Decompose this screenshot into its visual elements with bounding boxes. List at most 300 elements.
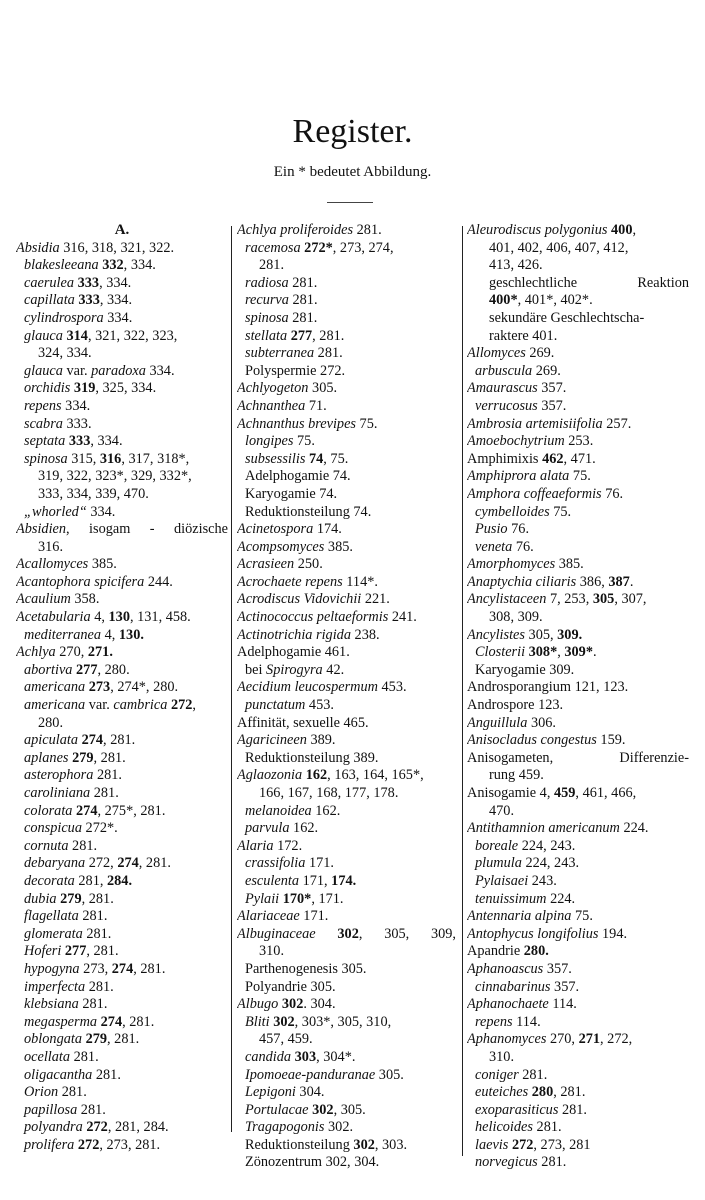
index-entry bbox=[237, 574, 456, 592]
index-entry bbox=[467, 1102, 689, 1120]
taxon-name: Anaptychia ciliaris bbox=[467, 573, 577, 590]
entry-text: , 303*, 305, 310, bbox=[294, 1013, 392, 1030]
entry-text: 319, 322, 323*, 329, 332*, bbox=[38, 468, 192, 485]
taxon-name: glauca bbox=[24, 327, 63, 344]
taxon-name: Ambrosia artemisiifolia bbox=[467, 415, 603, 432]
entry-text: 281. bbox=[518, 1066, 548, 1083]
entry-text: 257. bbox=[602, 415, 632, 432]
taxon-name: Achnanthea bbox=[237, 397, 306, 414]
index-entry bbox=[16, 504, 228, 522]
index-entry bbox=[237, 521, 456, 539]
index-column-2 bbox=[237, 222, 456, 1172]
taxon-name: caerulea bbox=[24, 274, 75, 291]
page-ref-bold: 273 bbox=[88, 679, 111, 696]
index-entry bbox=[16, 662, 228, 680]
entry-text: 281. bbox=[558, 1101, 587, 1118]
entry-text: 389. bbox=[306, 732, 336, 749]
entry-text: Affinität, sexuelle 465. bbox=[237, 714, 369, 731]
entry-text: 281. bbox=[314, 345, 343, 362]
page-ref-bold: 274 bbox=[111, 960, 134, 977]
index-entry bbox=[16, 1102, 228, 1120]
index-entry bbox=[16, 979, 228, 997]
entry-text: 334. bbox=[61, 397, 91, 414]
index-entry bbox=[467, 504, 689, 522]
entry-text: 334. bbox=[145, 362, 175, 379]
entry-text: Androsporangium 121, 123. bbox=[467, 679, 629, 696]
index-entry bbox=[467, 679, 689, 697]
index-entry bbox=[16, 1067, 228, 1085]
index-entry bbox=[16, 803, 228, 821]
entry-text: , 334. bbox=[99, 292, 133, 309]
taxon-name: veneta bbox=[475, 538, 513, 555]
entry-text: 76. bbox=[512, 538, 534, 555]
page-ref-bold: 459 bbox=[553, 785, 576, 801]
entry-text: 305, bbox=[524, 626, 558, 643]
entry-text: 357. bbox=[537, 397, 567, 414]
taxon-name: Acrodiscus Vidovichii bbox=[237, 591, 362, 608]
entry-text: , 334. bbox=[99, 274, 132, 291]
entry-text: 281. bbox=[288, 309, 318, 326]
entry-text: 166, 167, 168, 177, 178. bbox=[259, 785, 399, 801]
entry-text: 4, bbox=[90, 609, 109, 626]
entry-text: 304. bbox=[295, 1084, 325, 1101]
index-entry bbox=[237, 1049, 456, 1067]
entry-text: 281. bbox=[68, 837, 98, 854]
taxon-name: Albugo bbox=[237, 996, 279, 1013]
index-entry bbox=[467, 855, 689, 873]
entry-text: 75. bbox=[549, 503, 572, 520]
index-entry bbox=[16, 539, 228, 557]
page-ref-bold: 302 bbox=[281, 996, 304, 1013]
taxon-name: radiosa bbox=[245, 274, 289, 291]
taxon-name: klebsiana bbox=[24, 996, 79, 1013]
entry-text: 75. bbox=[355, 415, 378, 432]
index-entry bbox=[237, 803, 456, 821]
entry-text bbox=[316, 926, 338, 942]
page-ref-bold: 272 bbox=[511, 1136, 534, 1153]
index-entry bbox=[237, 398, 456, 416]
taxon-name: Closterii bbox=[475, 644, 526, 661]
index-entry bbox=[237, 926, 456, 944]
taxon-name: hypogyna bbox=[24, 960, 80, 977]
index-entry bbox=[467, 961, 689, 979]
entry-text: 281. bbox=[90, 785, 119, 801]
index-entry bbox=[16, 609, 228, 627]
entry-text: 302. bbox=[324, 1119, 354, 1136]
index-entry bbox=[467, 1049, 689, 1067]
taxon-name: Amphora coffeaeformis bbox=[467, 485, 602, 502]
entry-text: , 281. bbox=[122, 1013, 155, 1030]
index-entry bbox=[467, 433, 689, 451]
index-entry bbox=[237, 222, 456, 240]
entry-text: , isogam - diözische bbox=[66, 521, 228, 538]
entry-text: 243. bbox=[528, 872, 557, 889]
index-entry bbox=[467, 803, 689, 821]
entry-text: 238. bbox=[350, 626, 380, 643]
section-letter bbox=[16, 222, 228, 240]
index-entry bbox=[237, 1014, 456, 1032]
taxon-name: Ipomoeae-panduranae bbox=[245, 1066, 376, 1083]
taxon-name: Acrochaete repens bbox=[237, 573, 343, 590]
entry-text: 270, bbox=[546, 1031, 579, 1048]
taxon-name: Pylaii bbox=[245, 890, 280, 907]
entry-text: 305. bbox=[375, 1066, 404, 1083]
entry-text: geschlechtliche Reaktion bbox=[489, 274, 689, 291]
entry-text: , 281. bbox=[553, 1084, 586, 1101]
entry-text: 114. bbox=[512, 1013, 541, 1030]
taxon-name: dubia bbox=[24, 890, 57, 907]
index-entry bbox=[16, 943, 228, 961]
index-entry bbox=[237, 873, 456, 891]
index-entry bbox=[16, 521, 228, 539]
entry-text: 75. bbox=[571, 908, 593, 925]
taxon-name: Acompsomyces bbox=[237, 538, 325, 555]
entry-text: 333, 334, 339, 470. bbox=[38, 485, 149, 502]
entry-text: , 273, 281. bbox=[99, 1136, 161, 1153]
index-entry bbox=[467, 1031, 689, 1049]
entry-text: 470. bbox=[489, 802, 515, 819]
index-entry bbox=[467, 1154, 689, 1172]
taxon-name: euteiches bbox=[475, 1084, 529, 1101]
entry-text: 270, bbox=[55, 644, 88, 661]
index-entry bbox=[237, 504, 456, 522]
index-entry bbox=[237, 486, 456, 504]
index-entry bbox=[237, 1084, 456, 1102]
index-entry bbox=[467, 539, 689, 557]
taxon-name: Bliti bbox=[245, 1013, 270, 1030]
entry-text: 162. bbox=[311, 802, 341, 819]
index-entry bbox=[467, 979, 689, 997]
entry-text: 358. bbox=[70, 591, 100, 608]
entry-text: 281. bbox=[288, 292, 318, 309]
entry-text: , 304*. bbox=[316, 1048, 356, 1065]
taxon-name: Achlya bbox=[16, 644, 56, 661]
index-entry bbox=[237, 1102, 456, 1120]
page-ref-bold: 74 bbox=[308, 450, 324, 467]
index-entry bbox=[16, 240, 228, 258]
entry-text: 281. bbox=[93, 767, 122, 784]
index-entry bbox=[237, 732, 456, 750]
entry-text: , 281, 284. bbox=[107, 1119, 169, 1136]
taxon-name: Absidia bbox=[16, 239, 60, 256]
taxon-name: apiculata bbox=[24, 732, 79, 749]
taxon-name: parvula bbox=[245, 820, 290, 837]
index-entry bbox=[467, 328, 689, 346]
index-entry bbox=[467, 873, 689, 891]
page-ref-bold: 302 bbox=[337, 925, 359, 942]
column-divider-1 bbox=[231, 226, 232, 1132]
taxon-name: septata bbox=[24, 433, 66, 450]
taxon-name: punctatum bbox=[245, 697, 306, 714]
entry-text: 281. bbox=[353, 222, 382, 238]
index-entry bbox=[467, 627, 689, 645]
index-entry bbox=[237, 1154, 456, 1172]
page-ref-bold: 272 bbox=[86, 1119, 108, 1136]
taxon-name: caroliniana bbox=[24, 785, 91, 801]
entry-text: Karyogamie 74. bbox=[245, 485, 338, 502]
entry-text: 7, 253, bbox=[546, 591, 593, 608]
entry-text: 357. bbox=[543, 960, 572, 977]
index-entry bbox=[237, 363, 456, 381]
index-entry bbox=[467, 556, 689, 574]
page-ref-bold: 305 bbox=[592, 591, 615, 608]
entry-text: Zönozentrum 302, 304. bbox=[245, 1154, 380, 1171]
column-divider-2 bbox=[462, 226, 463, 1156]
taxon-name: verrucosus bbox=[475, 397, 538, 414]
taxon-name: Antophycus longifolius bbox=[467, 925, 599, 942]
entry-text: Apandrie bbox=[467, 943, 524, 960]
taxon-name: spinosa bbox=[245, 309, 289, 326]
entry-text: , 281. bbox=[93, 749, 126, 766]
entry-text: 171. bbox=[299, 908, 329, 925]
taxon-name: cylindrospora bbox=[24, 309, 104, 326]
taxon-name: conspicua bbox=[24, 820, 82, 837]
index-entry bbox=[467, 609, 689, 627]
entry-text: , 273, 274, bbox=[332, 239, 394, 256]
entry-text: . 304. bbox=[303, 996, 336, 1013]
index-entry bbox=[16, 750, 228, 768]
index-entry bbox=[237, 855, 456, 873]
entry-text: 162. bbox=[289, 820, 319, 837]
entry-text: 281. bbox=[537, 1154, 567, 1171]
entry-text: , 281. bbox=[133, 960, 166, 977]
page-ref-bold: 274 bbox=[117, 855, 139, 872]
entry-text: 310. bbox=[489, 1048, 515, 1065]
entry-text: bei bbox=[245, 661, 267, 678]
entry-text: var. bbox=[85, 697, 114, 714]
index-entry bbox=[237, 750, 456, 768]
entry-text: 244. bbox=[144, 573, 173, 590]
index-entry bbox=[237, 785, 456, 803]
entry-text: 171. bbox=[305, 855, 334, 872]
index-entry bbox=[16, 486, 228, 504]
index-entry bbox=[16, 574, 228, 592]
taxon-name: Hoferi bbox=[24, 943, 62, 960]
entry-text: , 317, 318*, bbox=[121, 450, 190, 467]
entry-text: 385. bbox=[555, 556, 584, 573]
index-entry bbox=[237, 292, 456, 310]
index-entry bbox=[16, 433, 228, 451]
entry-text: 269. bbox=[525, 345, 555, 362]
index-entry bbox=[467, 926, 689, 944]
index-entry bbox=[237, 1031, 456, 1049]
taxon-name: americana bbox=[24, 697, 86, 714]
taxon-name: arbuscula bbox=[475, 362, 533, 379]
entry-text: 316. bbox=[38, 538, 64, 555]
taxon-name: longipes bbox=[245, 433, 294, 450]
entry-text: Adelphogamie 461. bbox=[237, 644, 350, 661]
index-entry bbox=[16, 1119, 228, 1137]
taxon-name: Anguillula bbox=[467, 714, 528, 731]
taxon-name: Antithamnion americanum bbox=[467, 820, 620, 837]
page-ref-bold: 309. bbox=[557, 626, 583, 643]
page-ref-bold: 333 bbox=[77, 274, 100, 291]
index-entry bbox=[16, 275, 228, 293]
index-entry bbox=[467, 996, 689, 1014]
taxon-name: subterranea bbox=[245, 345, 315, 362]
page-title: Register. bbox=[292, 113, 413, 150]
entry-text: , bbox=[192, 697, 196, 714]
index-entry bbox=[16, 767, 228, 785]
page-ref-bold: 271 bbox=[578, 1031, 601, 1048]
entry-text: 253. bbox=[564, 433, 594, 450]
taxon-name: cornuta bbox=[24, 837, 69, 854]
taxon-name: candida bbox=[245, 1048, 292, 1065]
entry-text: 75. bbox=[569, 468, 591, 485]
index-entry bbox=[237, 891, 456, 909]
taxon-name: Pusio bbox=[475, 521, 508, 538]
taxon-name: oblongata bbox=[24, 1031, 82, 1048]
entry-text: Polyandrie 305. bbox=[245, 978, 336, 995]
page-ref-bold: 162 bbox=[305, 767, 328, 784]
index-entry bbox=[467, 521, 689, 539]
taxon-name: capillata bbox=[24, 292, 75, 309]
taxon-name: Anisocladus congestus bbox=[467, 732, 597, 749]
entry-text: , 307, bbox=[614, 591, 647, 608]
page-ref-bold: 284. bbox=[107, 872, 133, 889]
page-ref-bold: 130 bbox=[108, 609, 130, 626]
index-entry bbox=[237, 1137, 456, 1155]
entry-text: , 401*, 402*. bbox=[517, 292, 593, 309]
taxon-name: imperfecta bbox=[24, 978, 86, 995]
taxon-name: aplanes bbox=[24, 749, 69, 766]
taxon-name: scabra bbox=[24, 415, 63, 432]
page-ref-bold: 400* bbox=[489, 292, 518, 309]
taxon-name: stellata bbox=[245, 327, 288, 344]
entry-text: 174. bbox=[313, 521, 342, 538]
entry-text: 224, 243. bbox=[521, 855, 580, 872]
entry-text: Parthenogenesis 305. bbox=[245, 960, 367, 977]
entry-text: , 321, 322, 323, bbox=[87, 327, 178, 344]
taxon-name: racemosa bbox=[245, 239, 301, 256]
index-entry bbox=[237, 257, 456, 275]
entry-text: , 272, bbox=[600, 1031, 633, 1048]
entry-text: rung 459. bbox=[489, 767, 544, 784]
index-entry bbox=[467, 222, 689, 240]
entry-text: , bbox=[632, 222, 637, 238]
index-entry bbox=[237, 627, 456, 645]
taxon-name: mediterranea bbox=[24, 626, 102, 643]
taxon-name: blakesleeana bbox=[24, 257, 99, 274]
entry-text: Amphimixis bbox=[467, 450, 543, 467]
index-entry bbox=[237, 908, 456, 926]
entry-text: 75. bbox=[293, 433, 315, 450]
taxon-name: glomerata bbox=[24, 925, 83, 942]
index-entry bbox=[467, 275, 689, 293]
entry-text: Anisogamie 4, bbox=[467, 785, 554, 801]
index-entry bbox=[237, 556, 456, 574]
entry-text: 453. bbox=[377, 679, 407, 696]
entry-text: 250. bbox=[294, 556, 323, 573]
index-entry bbox=[467, 398, 689, 416]
page-ref-bold: 280 bbox=[531, 1084, 554, 1101]
index-entry bbox=[16, 785, 228, 803]
entry-text: 241. bbox=[388, 609, 417, 626]
entry-text: 224, 243. bbox=[518, 837, 576, 854]
taxon-name: norvegicus bbox=[475, 1154, 538, 1171]
taxon-name: tenuissimum bbox=[475, 890, 547, 907]
taxon-name: flagellata bbox=[24, 908, 79, 925]
taxon-name: Antennaria alpina bbox=[467, 908, 572, 925]
entry-text: , 163, 164, 165*, bbox=[327, 767, 424, 784]
taxon-name: Portulacae bbox=[245, 1101, 309, 1118]
taxon-name: Aphanomyces bbox=[467, 1031, 547, 1048]
index-entry bbox=[16, 556, 228, 574]
taxon-name: decorata bbox=[24, 872, 75, 889]
page-ref-bold: 280. bbox=[523, 943, 549, 960]
entry-text: 273, bbox=[79, 960, 112, 977]
entry-text: , 303. bbox=[374, 1136, 408, 1153]
index-entry bbox=[16, 1137, 228, 1155]
taxon-name: Acaulium bbox=[16, 591, 71, 608]
taxon-name: Acrasieen bbox=[237, 556, 295, 573]
index-entry bbox=[237, 591, 456, 609]
taxon-name: Achlyogeton bbox=[237, 380, 309, 397]
taxon-name: Agaricineen bbox=[237, 732, 307, 749]
page-ref-bold: 314 bbox=[66, 327, 88, 344]
page-ref-bold: 271. bbox=[87, 644, 113, 661]
entry-text: Reduktionsteilung bbox=[245, 1136, 354, 1153]
taxon-name: Allomyces bbox=[467, 345, 526, 362]
entry-text: 305. bbox=[308, 380, 338, 397]
taxon-name: oligacantha bbox=[24, 1066, 93, 1083]
taxon-name: ocellata bbox=[24, 1048, 71, 1065]
index-entry bbox=[467, 240, 689, 258]
entry-text: 281. bbox=[259, 257, 285, 274]
taxon-name: Amorphomyces bbox=[467, 556, 556, 573]
index-entry bbox=[237, 644, 456, 662]
entry-text: , 281. bbox=[103, 732, 136, 749]
entry-text: 280. bbox=[38, 714, 64, 731]
index-column-1 bbox=[16, 222, 228, 1154]
entry-text: , 273, 281 bbox=[533, 1136, 591, 1153]
index-entry bbox=[237, 961, 456, 979]
index-entry bbox=[467, 715, 689, 733]
page-ref-bold: 279 bbox=[72, 749, 94, 766]
taxon-name: Acantophora spicifera bbox=[16, 573, 145, 590]
index-entry bbox=[467, 767, 689, 785]
entry-text: 114. bbox=[548, 996, 577, 1013]
entry-text: , 334. bbox=[123, 257, 156, 274]
taxon-name: debaryana bbox=[24, 855, 86, 872]
page-ref-bold: 274 bbox=[100, 1013, 123, 1030]
entry-text: 272, bbox=[85, 855, 118, 872]
index-entry bbox=[467, 591, 689, 609]
index-entry bbox=[467, 943, 689, 961]
index-entry bbox=[16, 715, 228, 733]
entry-text: , bbox=[557, 644, 565, 661]
taxon-name: repens bbox=[475, 1013, 513, 1030]
entry-text: 269. bbox=[532, 362, 561, 379]
index-entry bbox=[16, 1014, 228, 1032]
index-entry bbox=[467, 732, 689, 750]
index-entry bbox=[467, 697, 689, 715]
page-ref-bold: 277 bbox=[76, 661, 98, 678]
taxon-name: asterophora bbox=[24, 767, 94, 784]
entry-text: var. bbox=[62, 362, 92, 379]
taxon-name: abortiva bbox=[24, 661, 73, 678]
entry-text: raktere 401. bbox=[489, 327, 558, 344]
index-entry bbox=[16, 627, 228, 645]
page-ref-bold: 274 bbox=[81, 732, 104, 749]
taxon-name: Amaurascus bbox=[467, 380, 538, 397]
taxon-name: melanoidea bbox=[245, 802, 312, 819]
entry-text: 324, 334. bbox=[38, 345, 92, 362]
index-entry bbox=[16, 891, 228, 909]
entry-text: 224. bbox=[619, 820, 649, 837]
taxon-name: cambrica bbox=[113, 697, 168, 714]
page-ref-bold: 272* bbox=[304, 239, 333, 256]
